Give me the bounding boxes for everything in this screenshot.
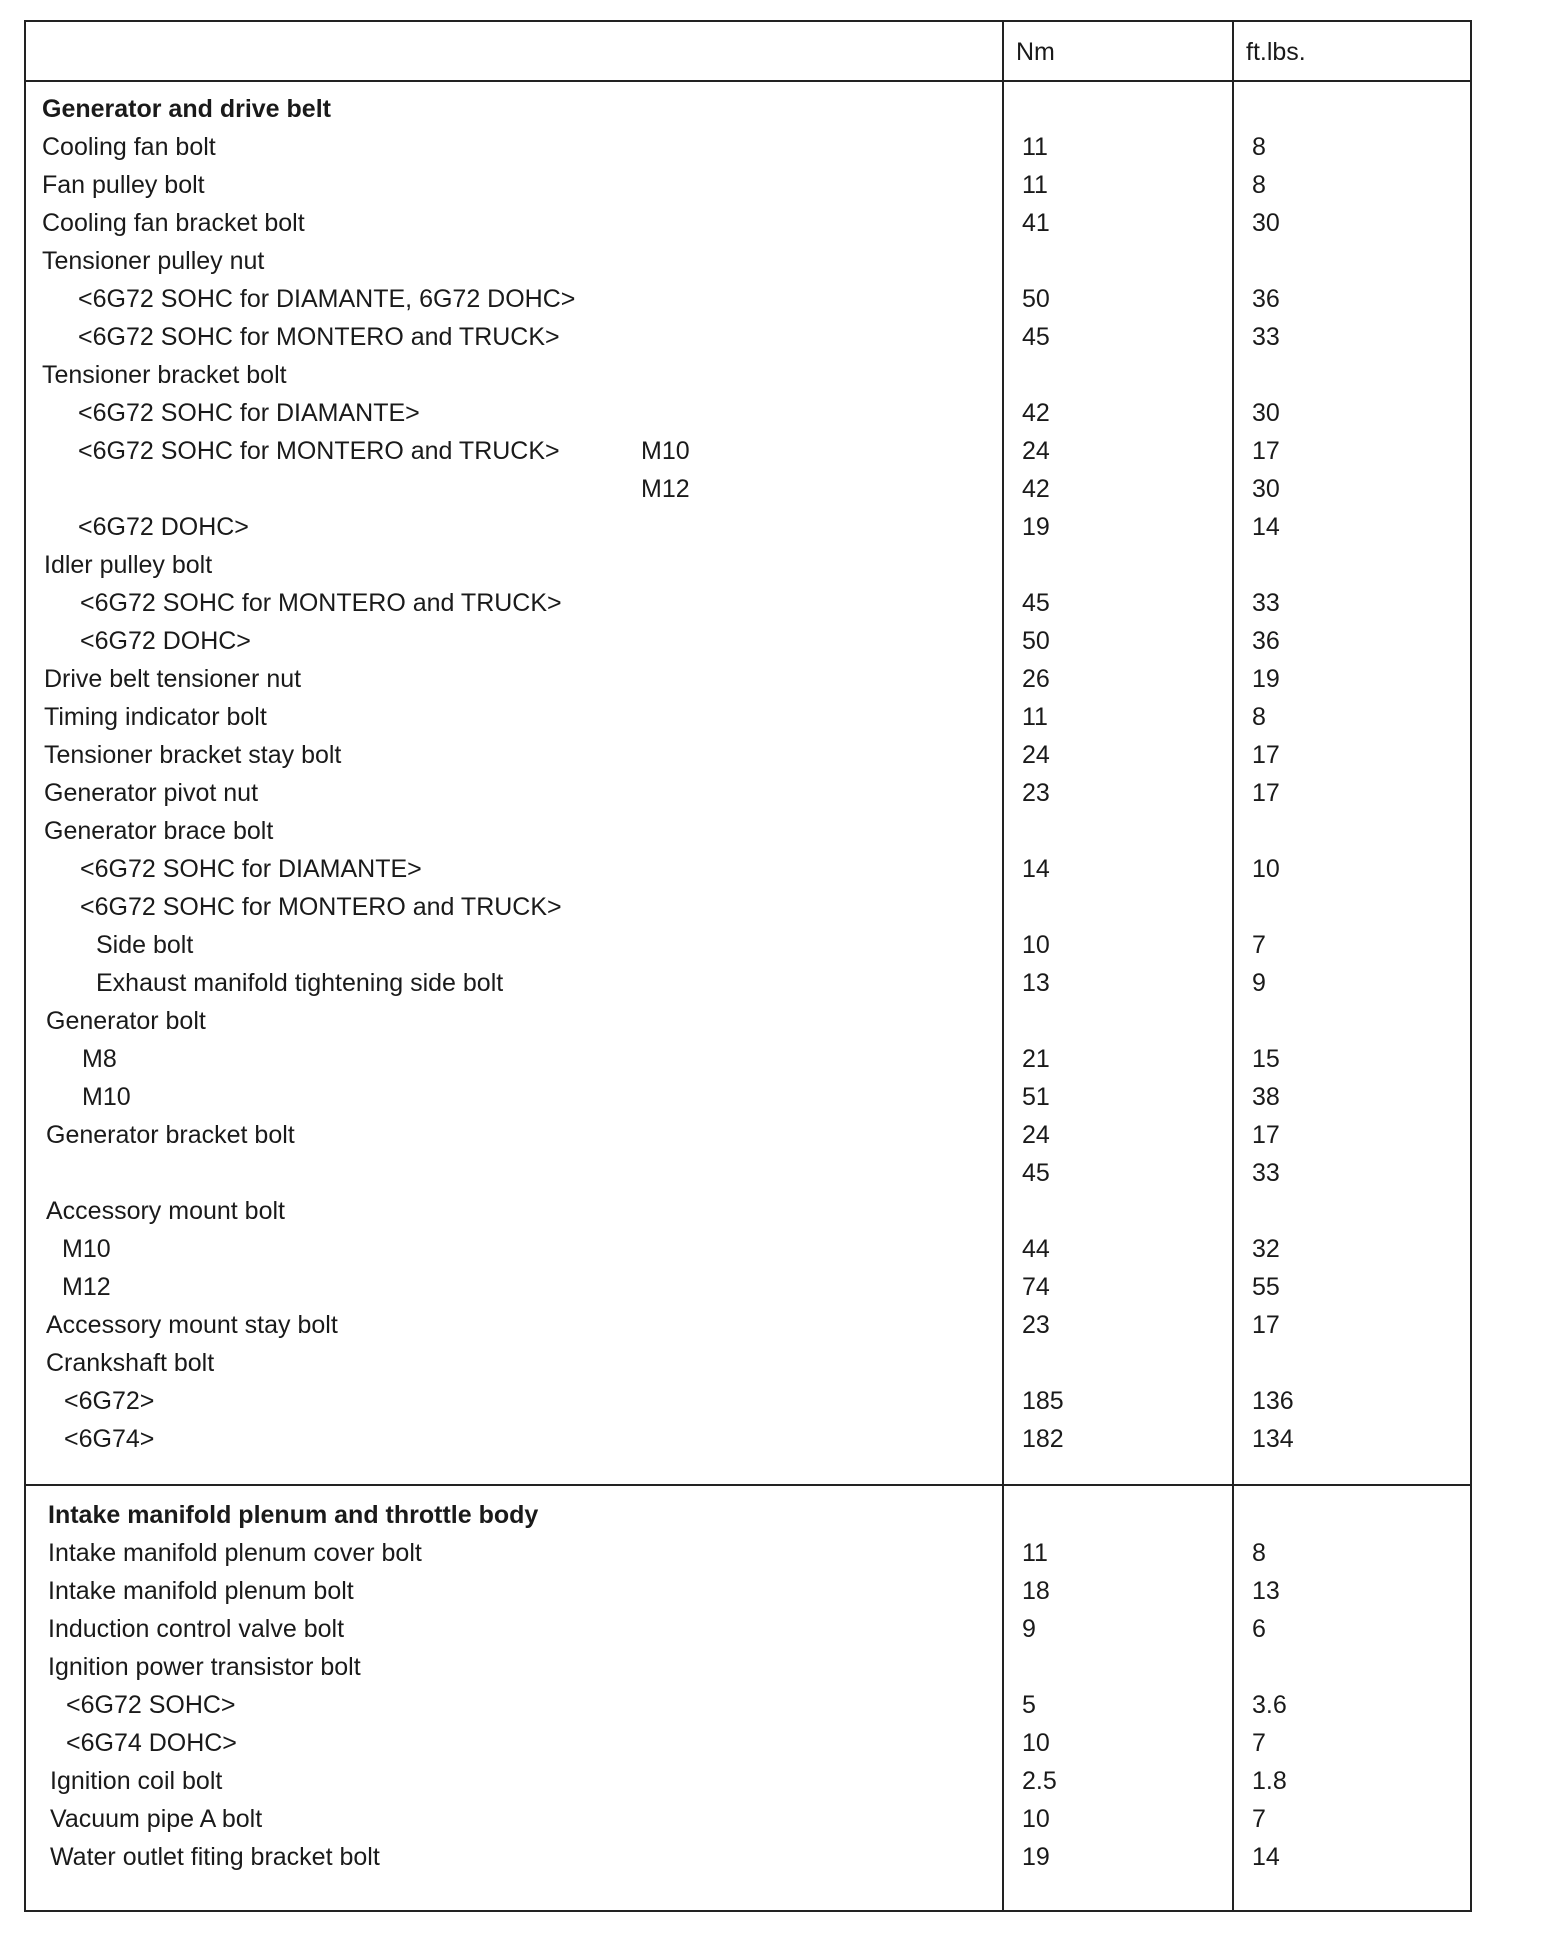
- row-label: Induction control valve bolt: [48, 1615, 345, 1643]
- table-row: [26, 280, 1470, 318]
- row-label: Timing indicator bolt: [44, 703, 267, 731]
- section-title: Generator and drive belt: [42, 95, 331, 123]
- ft-value: 8: [1252, 1539, 1266, 1567]
- nm-value: 24: [1022, 741, 1050, 769]
- table-row: [26, 1116, 1470, 1154]
- size-value: M10: [641, 437, 690, 465]
- row-label: Tensioner bracket bolt: [42, 361, 287, 389]
- nm-value: 9: [1022, 1615, 1036, 1643]
- table-row: [26, 736, 1470, 774]
- table-row: [26, 1648, 1470, 1686]
- ft-value: 33: [1252, 323, 1280, 351]
- ft-value: 136: [1252, 1387, 1294, 1415]
- row-label: <6G72 DOHC>: [80, 627, 251, 655]
- row-label: Crankshaft bolt: [46, 1349, 215, 1377]
- nm-value: 74: [1022, 1273, 1050, 1301]
- table-row: [26, 242, 1470, 280]
- header-ft-lbs: ft.lbs.: [1246, 38, 1306, 66]
- nm-value: 42: [1022, 399, 1050, 427]
- nm-value: 11: [1022, 703, 1048, 731]
- table-row: [26, 1610, 1470, 1648]
- nm-value: 23: [1022, 779, 1050, 807]
- table-row: [26, 356, 1470, 394]
- row-label: <6G72 SOHC for DIAMANTE, 6G72 DOHC>: [78, 285, 576, 313]
- nm-value: 185: [1022, 1387, 1064, 1415]
- ft-value: 14: [1252, 513, 1280, 541]
- table-row: [26, 1686, 1470, 1724]
- table-row: [26, 1192, 1470, 1230]
- row-label: <6G72 SOHC for MONTERO and TRUCK>: [80, 893, 562, 921]
- nm-value: 11: [1022, 171, 1048, 199]
- nm-value: 26: [1022, 665, 1050, 693]
- row-label: Water outlet fiting bracket bolt: [50, 1843, 380, 1871]
- nm-value: 10: [1022, 931, 1050, 959]
- table-row: [26, 1572, 1470, 1610]
- nm-value: 18: [1022, 1577, 1050, 1605]
- table-row: [26, 394, 1470, 432]
- table-row: [26, 850, 1470, 888]
- row-label: <6G74>: [64, 1425, 155, 1453]
- table-row: [26, 508, 1470, 546]
- table-row: [26, 1762, 1470, 1800]
- ft-value: 17: [1252, 779, 1280, 807]
- nm-value: 10: [1022, 1729, 1050, 1757]
- nm-value: 11: [1022, 133, 1048, 161]
- ft-value: 14: [1252, 1843, 1280, 1871]
- row-label: Tensioner bracket stay bolt: [44, 741, 342, 769]
- row-label: <6G72 SOHC for MONTERO and TRUCK>: [78, 323, 560, 351]
- row-label: Generator bolt: [46, 1007, 206, 1035]
- nm-value: 11: [1022, 1539, 1048, 1567]
- ft-value: 7: [1252, 1805, 1266, 1833]
- row-label: Ignition coil bolt: [50, 1767, 223, 1795]
- nm-value: 50: [1022, 285, 1050, 313]
- nm-value: 19: [1022, 1843, 1050, 1871]
- row-label: M12: [62, 1273, 111, 1301]
- ft-value: 33: [1252, 1159, 1280, 1187]
- nm-value: 45: [1022, 589, 1050, 617]
- table-row: [26, 584, 1470, 622]
- row-label: Intake manifold plenum cover bolt: [48, 1539, 422, 1567]
- row-label: Generator brace bolt: [44, 817, 274, 845]
- nm-value: 10: [1022, 1805, 1050, 1833]
- section-title-generator: [26, 90, 1470, 128]
- row-label: M10: [62, 1235, 111, 1263]
- row-label: <6G74 DOHC>: [66, 1729, 237, 1757]
- row-label: Tensioner pulley nut: [42, 247, 265, 275]
- nm-value: 24: [1022, 437, 1050, 465]
- ft-value: 134: [1252, 1425, 1294, 1453]
- table-row: [26, 1078, 1470, 1116]
- table-row: [26, 698, 1470, 736]
- row-label: M8: [82, 1045, 117, 1073]
- table-row: [26, 622, 1470, 660]
- ft-value: 6: [1252, 1615, 1266, 1643]
- nm-value: 13: [1022, 969, 1050, 997]
- nm-value: 50: [1022, 627, 1050, 655]
- nm-value: 41: [1022, 209, 1050, 237]
- ft-value: 36: [1252, 627, 1280, 655]
- table-row: [26, 964, 1470, 1002]
- table-row: [26, 166, 1470, 204]
- ft-value: 17: [1252, 741, 1280, 769]
- table-row: [26, 1002, 1470, 1040]
- nm-value: 51: [1022, 1083, 1050, 1111]
- table-row: [26, 660, 1470, 698]
- table-row: [26, 204, 1470, 242]
- ft-value: 30: [1252, 475, 1280, 503]
- ft-value: 17: [1252, 1121, 1280, 1149]
- nm-value: 14: [1022, 855, 1050, 883]
- row-label: Fan pulley bolt: [42, 171, 205, 199]
- row-label: M10: [82, 1083, 131, 1111]
- table-row: [26, 432, 1470, 470]
- ft-value: 55: [1252, 1273, 1280, 1301]
- table-row: [26, 1382, 1470, 1420]
- row-label: Cooling fan bolt: [42, 133, 216, 161]
- ft-value: 38: [1252, 1083, 1280, 1111]
- nm-value: 5: [1022, 1691, 1036, 1719]
- ft-value: 7: [1252, 1729, 1266, 1757]
- section-title: Intake manifold plenum and throttle body: [48, 1501, 539, 1529]
- row-label: Idler pulley bolt: [44, 551, 213, 579]
- header-rule: [26, 80, 1470, 82]
- torque-spec-table: [24, 20, 1472, 1912]
- row-label: Generator bracket bolt: [46, 1121, 295, 1149]
- table-row: [26, 1306, 1470, 1344]
- table-row: [26, 470, 1470, 508]
- ft-value: 8: [1252, 703, 1266, 731]
- nm-value: 24: [1022, 1121, 1050, 1149]
- table-row: [26, 1154, 1470, 1192]
- ft-value: 10: [1252, 855, 1280, 883]
- nm-value: 45: [1022, 1159, 1050, 1187]
- nm-value: 21: [1022, 1045, 1050, 1073]
- table-row: [26, 546, 1470, 584]
- table-row: [26, 926, 1470, 964]
- row-label: Intake manifold plenum bolt: [48, 1577, 354, 1605]
- nm-value: 2.5: [1022, 1767, 1057, 1795]
- ft-value: 33: [1252, 589, 1280, 617]
- ft-value: 30: [1252, 209, 1280, 237]
- ft-value: 9: [1252, 969, 1266, 997]
- table-row: [26, 888, 1470, 926]
- row-label: Cooling fan bracket bolt: [42, 209, 305, 237]
- header-nm: Nm: [1016, 38, 1055, 66]
- table-row: [26, 774, 1470, 812]
- nm-value: 44: [1022, 1235, 1050, 1263]
- ft-value: 13: [1252, 1577, 1280, 1605]
- size-value: M12: [641, 475, 690, 503]
- row-label: <6G72 SOHC>: [66, 1691, 236, 1719]
- ft-value: 36: [1252, 285, 1280, 313]
- table-row: [26, 1724, 1470, 1762]
- row-label: Drive belt tensioner nut: [44, 665, 302, 693]
- ft-value: 3.6: [1252, 1691, 1287, 1719]
- nm-value: 23: [1022, 1311, 1050, 1339]
- table-row: [26, 128, 1470, 166]
- ft-value: 32: [1252, 1235, 1280, 1263]
- nm-value: 45: [1022, 323, 1050, 351]
- row-label: Generator pivot nut: [44, 779, 259, 807]
- ft-value: 17: [1252, 437, 1280, 465]
- table-row: [26, 1420, 1470, 1458]
- table-row: [26, 1230, 1470, 1268]
- row-label: Vacuum pipe A bolt: [50, 1805, 263, 1833]
- table-row: [26, 1344, 1470, 1382]
- row-label: Exhaust manifold tightening side bolt: [96, 969, 504, 997]
- row-label: <6G72 SOHC for DIAMANTE>: [80, 855, 422, 883]
- row-label: <6G72>: [64, 1387, 155, 1415]
- nm-value: 42: [1022, 475, 1050, 503]
- ft-value: 17: [1252, 1311, 1280, 1339]
- table-row: [26, 1800, 1470, 1838]
- row-label: <6G72 SOHC for DIAMANTE>: [78, 399, 420, 427]
- section-title-intake: [26, 1496, 1470, 1534]
- ft-value: 7: [1252, 931, 1266, 959]
- nm-value: 19: [1022, 513, 1050, 541]
- ft-value: 30: [1252, 399, 1280, 427]
- ft-value: 1.8: [1252, 1767, 1287, 1795]
- table-row: [26, 318, 1470, 356]
- nm-value: 182: [1022, 1425, 1064, 1453]
- row-label: <6G72 DOHC>: [78, 513, 249, 541]
- row-label: Side bolt: [96, 931, 194, 959]
- row-label: <6G72 SOHC for MONTERO and TRUCK>: [80, 589, 562, 617]
- table-row: [26, 1040, 1470, 1078]
- ft-value: 8: [1252, 171, 1266, 199]
- row-label: Accessory mount stay bolt: [46, 1311, 338, 1339]
- row-label: Accessory mount bolt: [46, 1197, 285, 1225]
- section-rule: [26, 1484, 1470, 1486]
- ft-value: 8: [1252, 133, 1266, 161]
- table-row: [26, 1838, 1470, 1876]
- table-row: [26, 1268, 1470, 1306]
- row-label: <6G72 SOHC for MONTERO and TRUCK>: [78, 437, 560, 465]
- ft-value: 19: [1252, 665, 1280, 693]
- table-row: [26, 1534, 1470, 1572]
- row-label: Ignition power transistor bolt: [48, 1653, 361, 1681]
- ft-value: 15: [1252, 1045, 1280, 1073]
- table-row: [26, 812, 1470, 850]
